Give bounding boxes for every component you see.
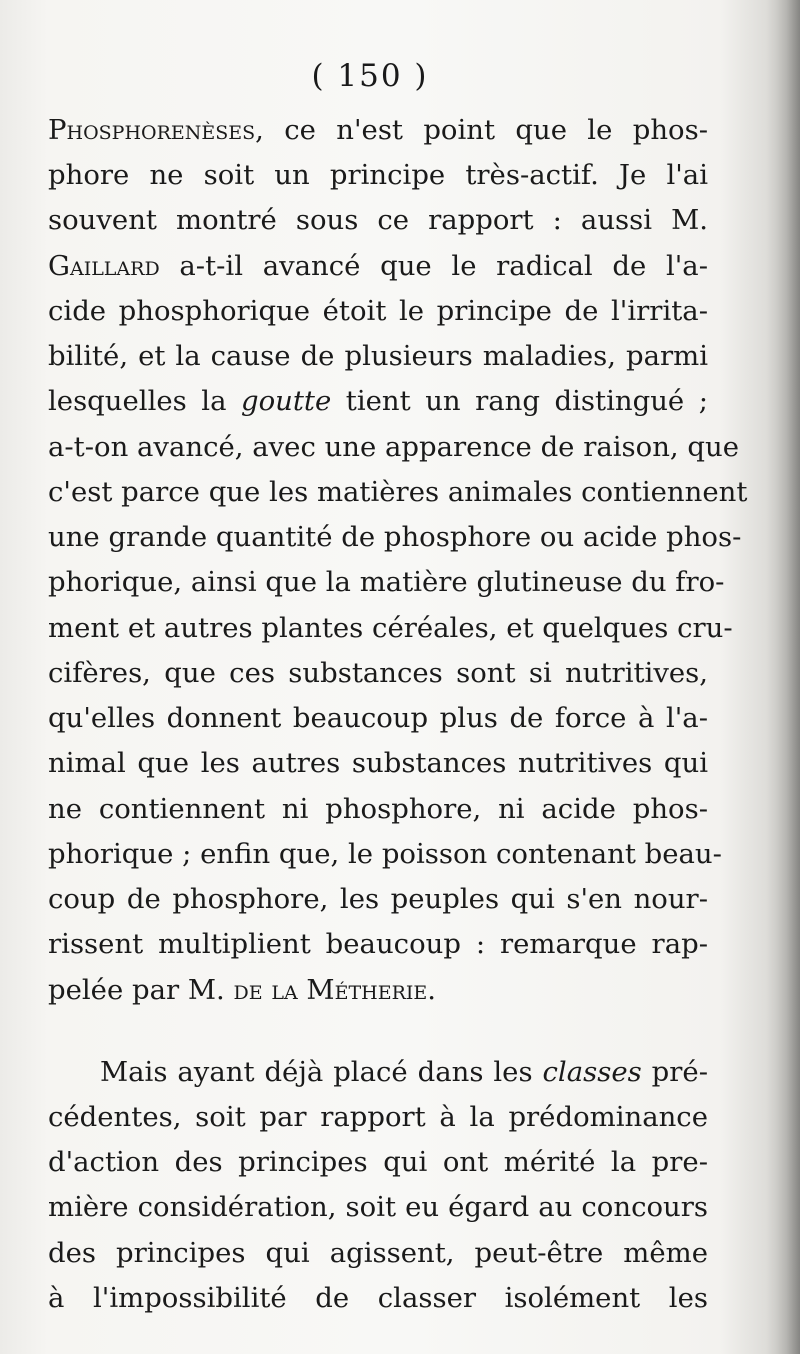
text-line: souvent montré sous ce rapport : aussi M. [48, 204, 708, 236]
text-line: phorique, ainsi que la matière glutineuse du fro- [48, 566, 725, 598]
text-line: qu'elles donnent beaucoup plus de force à l'a- [48, 702, 708, 734]
term-small-caps: Phosphorenèses [48, 114, 256, 146]
text-line: nimal que les autres substances nutritives qui [48, 747, 708, 779]
text-line: a-t-on avancé, avec une apparence de raison, que [48, 431, 739, 463]
page-edge-shadow [766, 0, 800, 1354]
text-line: coup de phosphore, les peuples qui s'en nour- [48, 883, 708, 915]
text-line [48, 974, 708, 1006]
text-line [48, 114, 708, 146]
text-run: pré- [641, 1056, 708, 1088]
text-run: Mais ayant déjà placé dans les [100, 1056, 543, 1088]
text-line: une grande quantité de phosphore ou acide phos- [48, 521, 742, 553]
text-line [48, 385, 708, 417]
text-line: bilité, et la cause de plusieurs maladies, parmi [48, 340, 708, 372]
text-line: à l'impossibilité de classer isolément les [48, 1282, 708, 1314]
text-line: ment et autres plantes céréales, et quelques cru- [48, 612, 733, 644]
italic-term: goutte [241, 385, 332, 417]
text-line: cide phosphorique étoit le principe de l'irrita- [48, 295, 708, 327]
text-run: tient un rang distingué ; [331, 385, 708, 417]
text-line: ne contiennent ni phosphore, ni acide phos- [48, 793, 708, 825]
author-name: de la Métherie [233, 974, 428, 1006]
text-line: des principes qui agissent, peut-être même [48, 1237, 708, 1269]
text-line: rissent multiplient beaucoup : remarque rap- [48, 928, 708, 960]
text-run: , ce n'est point que le phos- [255, 114, 708, 146]
text-line [100, 1056, 708, 1088]
text-line: d'action des principes qui ont mérité la pre- [48, 1146, 708, 1178]
italic-term: classes [542, 1056, 642, 1088]
author-name: Gaillard [48, 250, 160, 282]
text-line: cifères, que ces substances sont si nutritives, [48, 657, 708, 689]
text-line [48, 250, 708, 282]
text-line: c'est parce que les matières animales contiennent [48, 476, 748, 508]
page-number: ( 150 ) [311, 58, 429, 94]
text-run: a-t-il avancé que le radical de l'a- [159, 250, 708, 282]
text-line: mière considération, soit eu égard au concours [48, 1191, 708, 1223]
text-run: lesquelles la [48, 385, 241, 417]
text-line: phore ne soit un principe très-actif. Je l'ai [48, 159, 708, 191]
text-run: pelée par M. [48, 974, 234, 1006]
text-line: phorique ; enfin que, le poisson contenant beau- [48, 838, 722, 870]
text-line: cédentes, soit par rapport à la prédominance [48, 1101, 708, 1133]
text-run: . [427, 974, 436, 1006]
